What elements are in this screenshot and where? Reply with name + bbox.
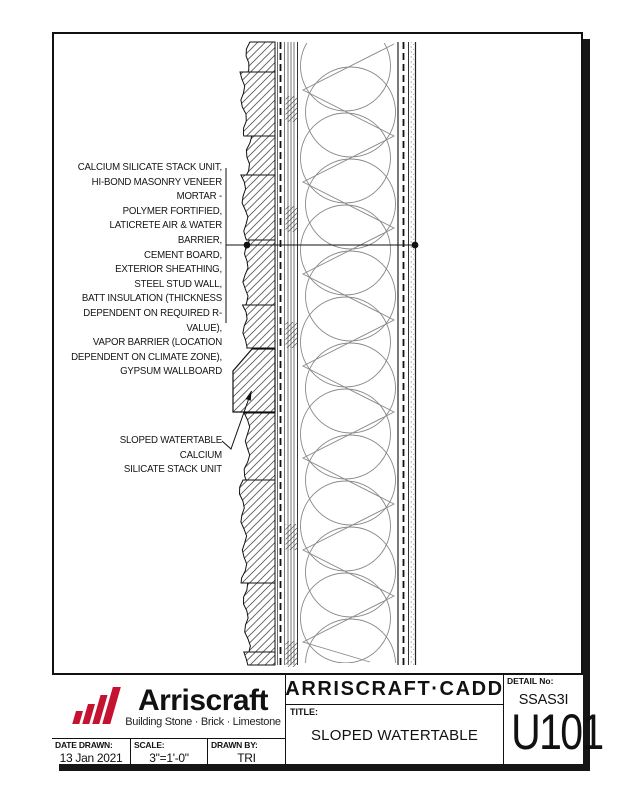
watertable-annotation — [110, 433, 222, 477]
annotation-line: POLYMER FORTIFIED, — [122, 204, 222, 217]
annotation-line: HI-BOND MASONRY VENEER MORTAR - — [91, 175, 223, 203]
annotation-line: DEPENDENT ON REQUIRED R-VALUE), — [83, 306, 222, 334]
wall-assembly-annotation — [70, 160, 222, 379]
title-label: TITLE: — [290, 707, 318, 717]
scale-cell — [130, 739, 207, 766]
arriscraft-logo — [72, 683, 282, 735]
logo-wordmark: Arriscraft — [137, 684, 269, 717]
annotation-line: SLOPED WATERTABLE CALCIUM — [119, 434, 222, 461]
annotation-line: GYPSUM WALLBOARD — [120, 365, 222, 378]
annotation-line: STEEL STUD WALL, — [134, 277, 222, 290]
gypsum-wallboard — [409, 42, 415, 665]
date-drawn-value: 13 Jan 2021 — [59, 751, 123, 765]
title-block — [52, 673, 603, 765]
logo-bars-icon — [72, 683, 124, 729]
drawn-by-label: DRAWN BY: — [211, 740, 258, 750]
detail-number-cell — [503, 675, 603, 766]
sheet-number: U101 — [511, 704, 603, 760]
annotation-line: CEMENT BOARD, — [144, 248, 222, 261]
scale-label: SCALE: — [134, 740, 165, 750]
stone-veneer-units — [233, 42, 275, 665]
drawn-by-cell — [207, 739, 285, 766]
annotation-line: DEPENDENT ON CLIMATE ZONE), — [71, 350, 222, 363]
title-cell — [285, 675, 503, 766]
detail-no-value: SSAS3I — [518, 692, 569, 708]
date-drawn-cell — [52, 739, 130, 766]
annotation-line: LATICRETE AIR & WATER BARRIER, — [109, 219, 222, 246]
annotation-line: CALCIUM SILICATE STACK UNIT, — [77, 161, 222, 173]
annotation-line: SILICATE STACK UNIT — [123, 463, 222, 476]
drawing-title: SLOPED WATERTABLE — [310, 727, 479, 744]
info-row — [52, 738, 285, 766]
cad-series-header: ARRISCRAFT·CADD — [286, 675, 503, 705]
date-drawn-label: DATE DRAWN: — [55, 740, 113, 750]
batt-insulation-symbol — [301, 21, 396, 709]
detail-no-label: DETAIL No: — [507, 676, 554, 686]
scale-value: 3"=1'-0" — [149, 751, 189, 765]
drawn-by-value: TRI — [237, 751, 256, 765]
logo-cell — [52, 675, 285, 738]
annotation-line: EXTERIOR SHEATHING, — [115, 263, 222, 276]
logo-tagline: Building Stone · Brick · Limestone — [125, 716, 281, 728]
annotation-line: BATT INSULATION (THICKNESS — [81, 292, 222, 305]
annotation-line: VAPOR BARRIER (LOCATION — [92, 336, 222, 349]
